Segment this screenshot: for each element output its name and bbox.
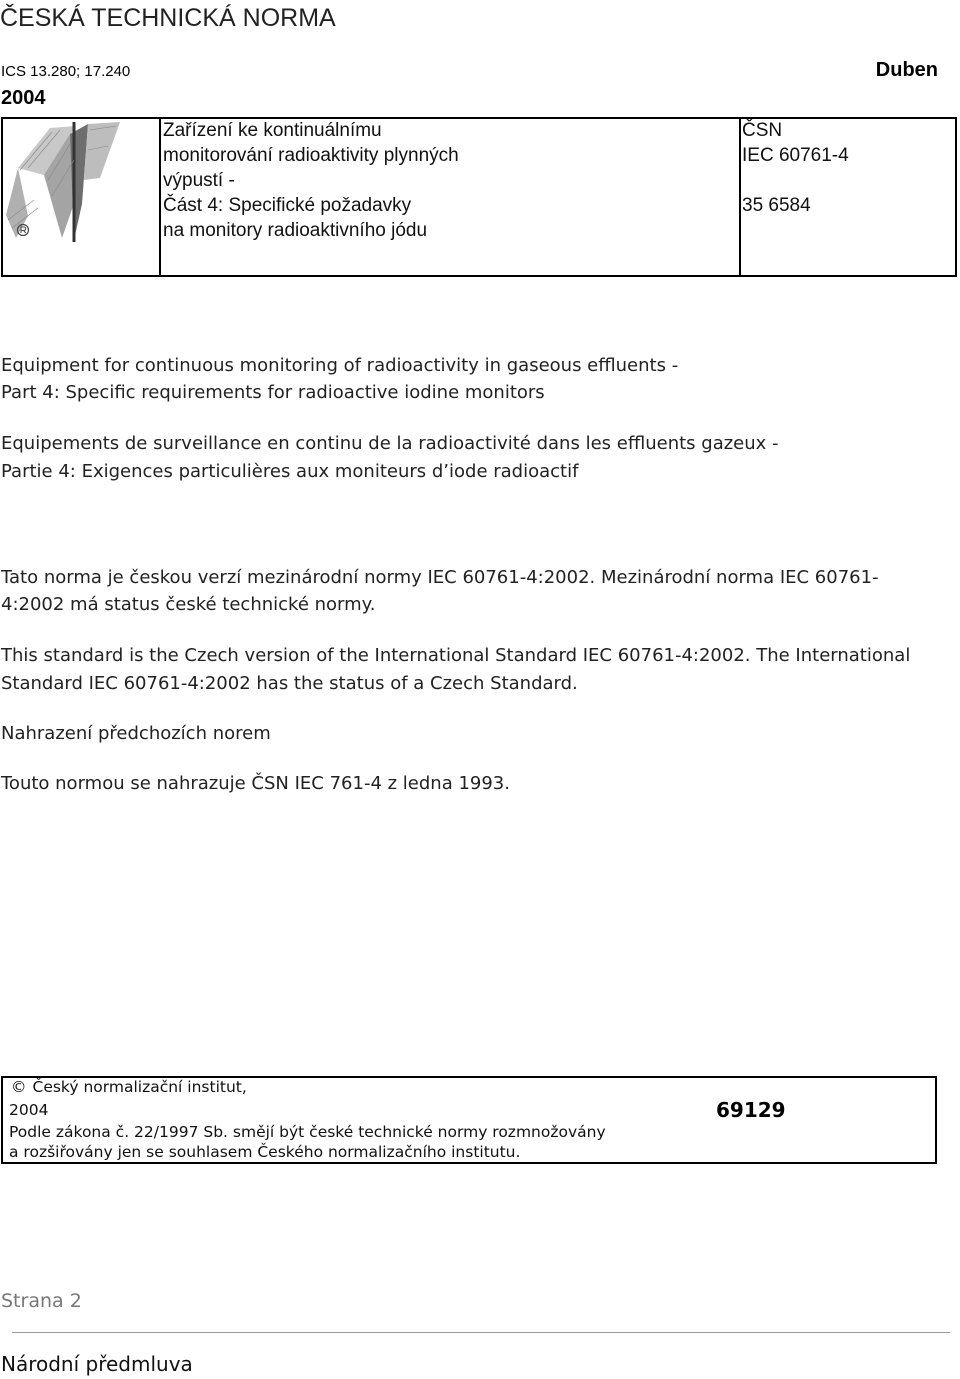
- czech-version-note: Tato norma je českou verzí mezinárodní normy IEC 60761-4:2002. Mezinárodní norma IEC 60761-: [1, 567, 879, 588]
- document-title: ČESKÁ TECHNICKÁ NORMA: [0, 4, 336, 32]
- section-heading: Národní předmluva: [1, 1352, 193, 1376]
- standard-designation-iec: IEC 60761-4: [742, 145, 849, 166]
- page-number: Strana 2: [1, 1290, 82, 1312]
- czech-title-line: Zařízení ke kontinuálnímu: [163, 120, 382, 141]
- institute-name: Český normalizační institut,: [32, 1078, 247, 1096]
- czech-version-note: 4:2002 má status české technické normy.: [1, 594, 376, 615]
- ics-code: ICS 13.280; 17.240: [1, 63, 131, 80]
- standard-header-box: [1, 117, 957, 277]
- cni-logo-icon: [4, 120, 124, 245]
- replacement-heading: Nahrazení předchozích norem: [1, 723, 271, 744]
- page-divider: [12, 1332, 950, 1333]
- copyright-year: 2004: [9, 1101, 49, 1119]
- legal-notice-line: Podle zákona č. 22/1997 Sb. smějí být české technické normy rozmnožovány: [9, 1123, 606, 1141]
- issue-year: 2004: [1, 87, 46, 109]
- column-divider: [739, 117, 741, 277]
- column-divider: [159, 117, 161, 277]
- catalog-number: 69129: [716, 1098, 786, 1122]
- czech-title-line: Část 4: Specifické požadavky: [163, 195, 412, 216]
- czech-title-line: výpustí -: [163, 170, 235, 191]
- standard-designation-csn: ČSN: [742, 120, 783, 141]
- copyright-line: [9, 1078, 247, 1096]
- french-title-line: Equipements de surveillance en continu de la radioactivité dans les effluents gazeux -: [1, 433, 779, 454]
- issue-month: Duben: [875, 59, 938, 81]
- replacement-text: Touto normou se nahrazuje ČSN IEC 761-4 z ledna 1993.: [1, 773, 510, 794]
- czech-title-line: na monitory radioaktivního jódu: [163, 220, 428, 241]
- czech-title-line: monitorování radioaktivity plynných: [163, 145, 459, 166]
- classification-number: 35 6584: [742, 195, 811, 216]
- legal-notice-line: a rozšiřovány jen se souhlasem Českého normalizačního institutu.: [9, 1143, 521, 1161]
- english-version-note: Standard IEC 60761-4:2002 has the status of a Czech Standard.: [1, 673, 578, 694]
- english-version-note: This standard is the Czech version of the International Standard IEC 60761-4:2002. The International: [1, 645, 911, 666]
- copyright-symbol: ©: [11, 1078, 27, 1096]
- english-title-line: Equipment for continuous monitoring of radioactivity in gaseous effluents -: [1, 355, 679, 376]
- english-title-line: Part 4: Specific requirements for radioactive iodine monitors: [1, 382, 545, 403]
- french-title-line: Partie 4: Exigences particulières aux moniteurs d’iode radioactif: [1, 461, 579, 482]
